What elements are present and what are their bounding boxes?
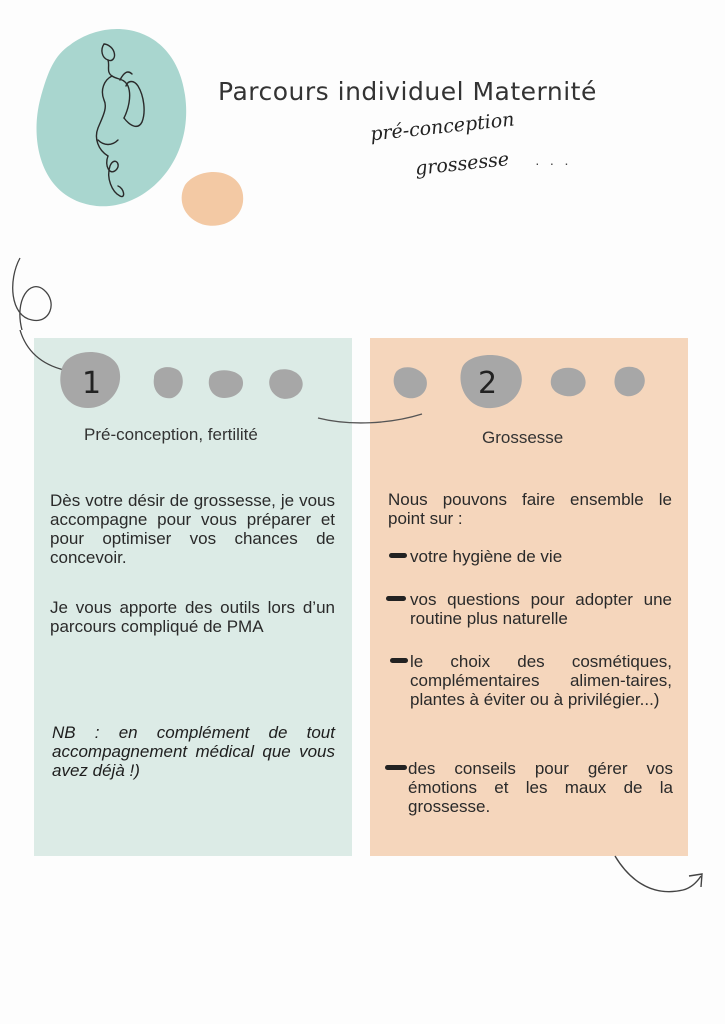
step-dot-6 <box>614 367 644 397</box>
connector-line <box>318 414 422 423</box>
step-dot-1 <box>154 367 183 398</box>
preconception-heading: Pré-conception, fertilité <box>84 425 258 444</box>
step-dot-3 <box>269 369 303 399</box>
step-1-number: 1 <box>82 366 102 401</box>
curved-arrow-icon <box>605 850 715 910</box>
grossesse-bullet-2: vos questions pour adopter une routine plus naturelle <box>410 590 672 628</box>
step-indicators <box>0 330 725 440</box>
bullet-dash-icon <box>386 596 406 601</box>
grossesse-bullet-3: le choix des cosmétiques, complémentaires alimen-taires, plantes à éviter ou à privilégier...) <box>410 652 672 709</box>
preconception-paragraph-1: Dès votre désir de grossesse, je vous accompagne pour vous préparer et pour optimiser vos chances de concevoir. <box>50 491 335 567</box>
mint-blob <box>37 29 187 206</box>
bullet-dash-icon <box>389 553 407 558</box>
grossesse-bullet-1: votre hygiène de vie <box>410 547 563 566</box>
page-title: Parcours individuel Maternité <box>218 76 597 106</box>
nb-note: NB : en complément de tout accompagnement médical que vous avez déjà !) <box>52 723 335 780</box>
peach-blob <box>182 172 244 226</box>
bullet-dash-icon <box>390 658 408 663</box>
subtitle-ellipsis: · · · <box>535 155 572 171</box>
swirl-arrow-tail <box>20 330 64 370</box>
subtitle-grossesse: grossesse <box>414 148 511 180</box>
bullet-dash-icon <box>385 765 407 770</box>
step-dot-4 <box>394 367 427 398</box>
subtitle-preconception: pré-conception <box>369 108 516 146</box>
preconception-paragraph-2: Je vous apporte des outils lors d’un parcours compliqué de PMA <box>50 598 335 636</box>
header-illustration <box>0 0 725 330</box>
swirl-arrow-icon <box>13 258 51 330</box>
grossesse-heading: Grossesse <box>482 428 564 447</box>
step-2-number: 2 <box>478 366 498 401</box>
step-dot-5 <box>551 368 586 397</box>
step-dot-2 <box>209 370 243 398</box>
grossesse-bullet-4: des conseils pour gérer vos émotions et les maux de la grossesse. <box>408 759 673 816</box>
grossesse-intro: Nous pouvons faire ensemble le point sur : <box>388 490 672 528</box>
